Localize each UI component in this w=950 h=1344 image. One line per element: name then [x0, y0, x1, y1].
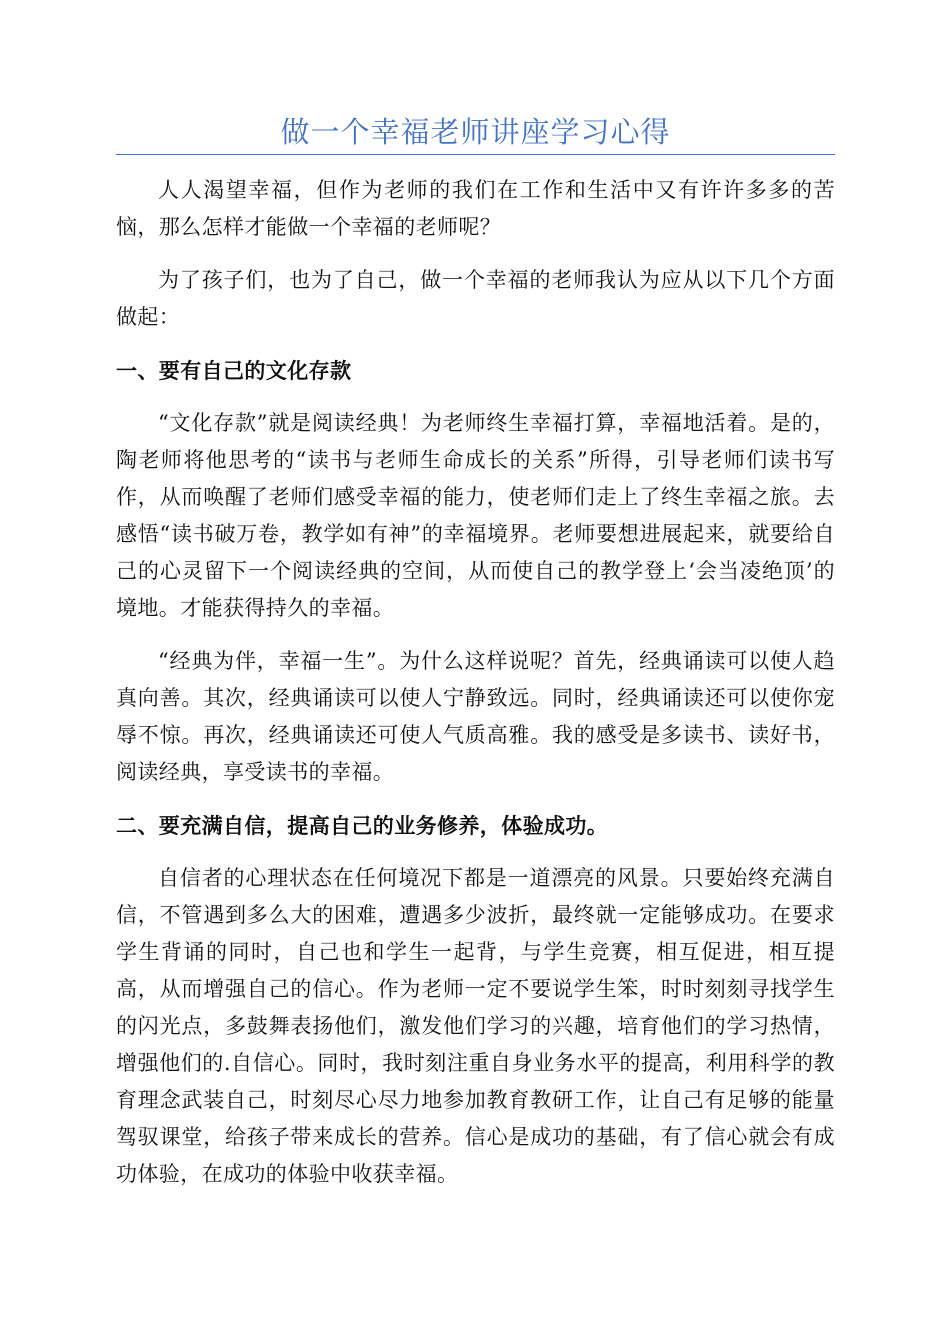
section-2-heading: 二、要充满自信，提高自己的业务修养，体验成功。	[116, 813, 609, 838]
intro-paragraph-1: 人人渴望幸福，但作为老师的我们在工作和生活中又有许许多多的苦恼，那么怎样才能做一个幸福的老师呢？	[116, 178, 835, 239]
section-1-heading: 一、要有自己的文化存款	[116, 358, 352, 383]
section-2-paragraph-1: 自信者的心理状态在任何境况下都是一道漂亮的风景。只要始终充满自信，不管遇到多么大的困难，遭遇多少波折，最终就一定能够成功。在要求学生背诵的同时，自己也和学生一起背，与学生竞赛，相互促进，相互提高，从而增强自己的信心。作为老师一定不要说学生笨，时时刻刻寻找学生的闪光点，多鼓舞表扬他们，激发他们学习的兴趣，培育他们的学习热情，增强他们的.自信心。同时，我时刻注重自身业务水平的提高，利用科学的教育理念武装自己，时刻尽心尽力地参加教育教研工作，让自己有足够的能量驾驭课堂，给孩子带来成长的营养。信心是成功的基础，有了信心就会有成功体验，在成功的体验中收获幸福。	[116, 866, 835, 1186]
document-body	[116, 172, 835, 1209]
intro-paragraph-2: 为了孩子们，也为了自己，做一个幸福的老师我认为应从以下几个方面做起：	[116, 268, 835, 329]
section-1-paragraph-2: “经典为伴，幸福一生”。为什么这样说呢？首先，经典诵读可以使人趋真向善。其次，经典诵读可以使人宁静致远。同时，经典诵读还可以使你宠辱不惊。再次，经典诵读还可使人气质高雅。我的感受是多读书、读好书，阅读经典，享受读书的幸福。	[116, 649, 835, 784]
section-1-paragraph-1: “文化存款”就是阅读经典！为老师终生幸福打算，幸福地活着。是的，陶老师将他思考的“读书与老师生命成长的关系”所得，引导老师们读书写作，从而唤醒了老师们感受幸福的能力，使老师们走上了终生幸福之旅。去感悟“读书破万卷，教学如有神”的幸福境界。老师要想进展起来，就要给自己的心灵留下一个阅读经典的空间，从而使自己的教学登上‘会当凌绝顶’的境地。才能获得持久的幸福。	[116, 411, 835, 620]
title-underline	[116, 154, 835, 155]
document-title: 做一个幸福老师讲座学习心得	[280, 115, 671, 149]
